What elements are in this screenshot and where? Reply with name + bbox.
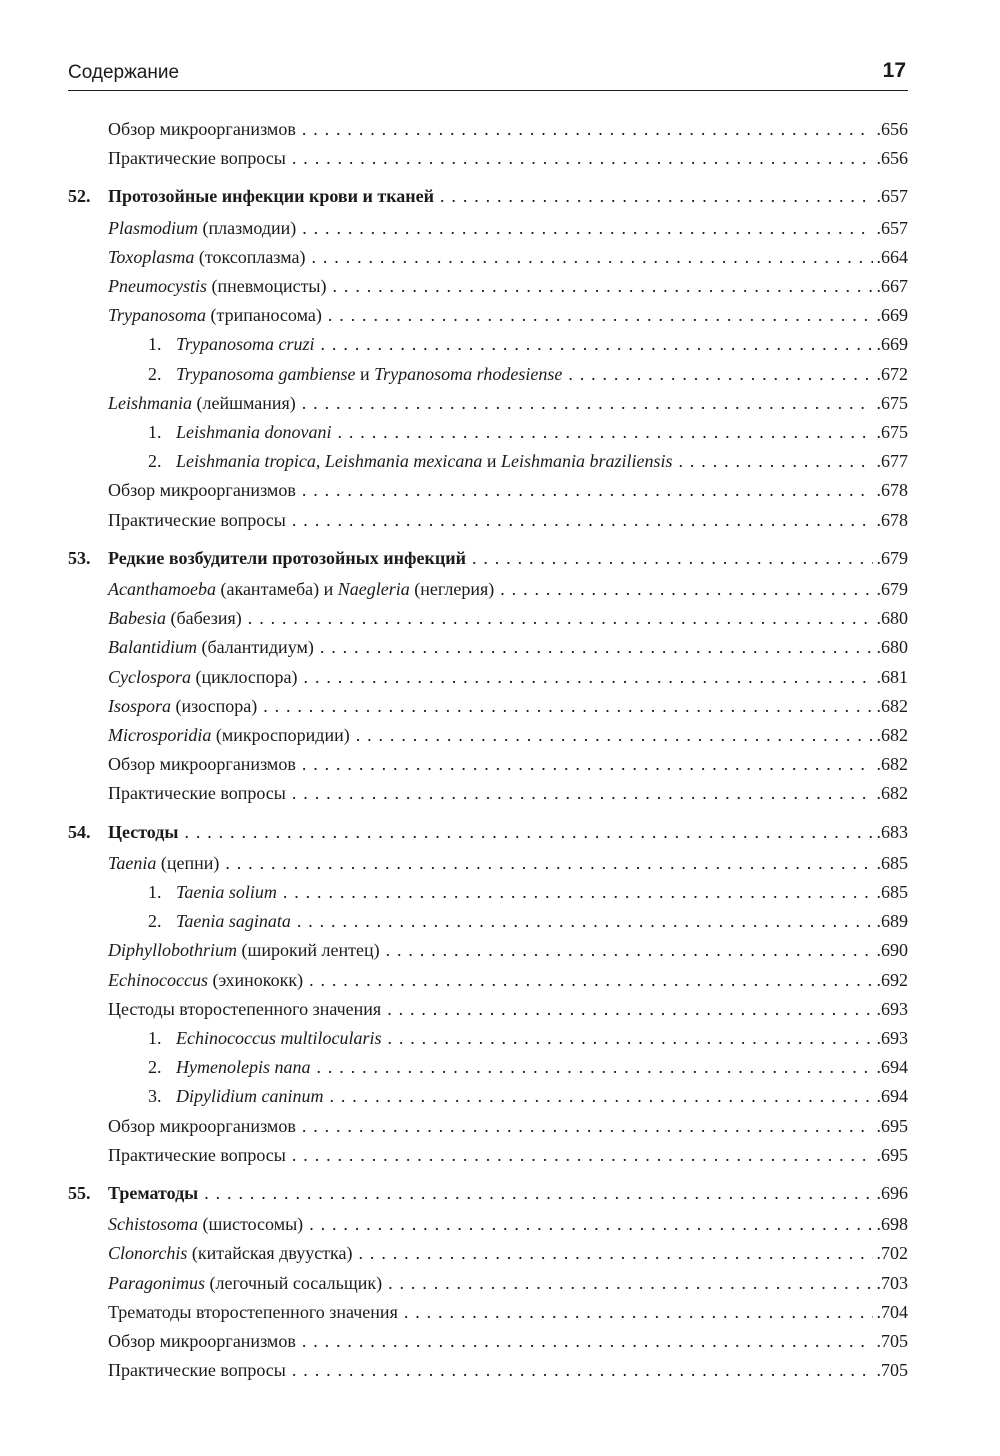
dot-leader xyxy=(297,908,873,934)
dot-leader xyxy=(302,1328,873,1354)
latin-name: Taenia solium xyxy=(176,882,277,902)
toc-page-number: .682 xyxy=(876,754,908,775)
dot-leader xyxy=(248,605,873,631)
toc-entry-title xyxy=(148,879,277,905)
toc-entry-title xyxy=(68,183,434,209)
latin-name: Acanthamoeba xyxy=(108,579,216,599)
toc-text-fragment: (балантидиум) xyxy=(197,637,314,658)
toc-entry-title xyxy=(108,1328,296,1354)
toc-text-fragment: (шистосомы) xyxy=(198,1214,304,1235)
latin-name: Naegleria xyxy=(337,579,410,599)
toc-page-number: .678 xyxy=(876,509,908,530)
toc-page-number: .675 xyxy=(876,422,908,442)
toc-entry-title xyxy=(108,1357,286,1383)
toc-page-number: .657 xyxy=(876,217,908,238)
dot-leader xyxy=(328,302,873,328)
toc-subentry-row xyxy=(148,448,908,474)
toc-subentry-row xyxy=(148,331,908,357)
toc-entry-title xyxy=(108,302,322,328)
toc-entry-title xyxy=(108,1240,353,1266)
toc-entry-title xyxy=(108,1270,382,1296)
latin-name: Schistosoma xyxy=(108,1214,198,1235)
toc-page-number: .689 xyxy=(876,911,908,932)
toc-text-fragment: Обзор микроорганизмов xyxy=(108,1331,296,1351)
latin-name: Cyclospora xyxy=(108,666,191,687)
toc-page-number: .656 xyxy=(876,148,908,169)
toc-entry-title xyxy=(108,477,296,503)
dot-leader xyxy=(302,215,872,241)
toc-page-number: .704 xyxy=(876,1301,908,1322)
dot-leader xyxy=(292,507,873,533)
toc-page-number: .693 xyxy=(876,998,908,1019)
toc-text-fragment: (китайская двуустка) xyxy=(187,1243,353,1264)
toc-text-fragment: и xyxy=(355,363,375,384)
latin-name: Echinococcus multilocularis xyxy=(176,1028,382,1048)
toc-entry-title xyxy=(108,145,286,171)
toc-entry-number: 2. xyxy=(148,911,162,932)
toc-page-number: .685 xyxy=(876,882,908,902)
toc-entry-row xyxy=(108,1142,908,1168)
dot-leader xyxy=(225,850,872,876)
toc-page-number: .669 xyxy=(876,305,908,326)
toc-entry-title xyxy=(108,1211,303,1237)
dot-leader xyxy=(679,448,873,474)
dot-leader xyxy=(387,1025,872,1051)
toc-text-fragment: (плазмодии) xyxy=(198,217,297,238)
dot-leader xyxy=(292,145,873,171)
latin-name: Microsporidia xyxy=(108,725,212,745)
toc-page-number: .690 xyxy=(876,940,908,961)
latin-name: Echinococcus xyxy=(108,969,208,990)
toc-page-number: .703 xyxy=(876,1272,908,1293)
toc-page-number: .683 xyxy=(876,821,908,842)
toc-text-fragment: Цестоды второстепенного значения xyxy=(108,998,382,1019)
latin-name: Babesia xyxy=(108,608,166,629)
toc-entry-title xyxy=(108,576,494,602)
dot-leader xyxy=(359,1240,873,1266)
toc-entry-number: 2. xyxy=(148,1057,162,1078)
dot-leader xyxy=(292,1357,873,1383)
latin-name: Isospora xyxy=(108,695,172,716)
toc-entry-number: 54. xyxy=(68,821,91,842)
toc-text-fragment: Цестоды xyxy=(108,821,179,842)
toc-entry-row xyxy=(108,780,908,806)
toc-page-number: .679 xyxy=(876,547,908,568)
latin-name: Leishmania donovani xyxy=(176,422,332,442)
toc-entry-row xyxy=(108,145,908,171)
dot-leader xyxy=(338,419,873,445)
toc-entry-row xyxy=(108,273,908,299)
toc-text-fragment: (акантамеба) и xyxy=(215,579,338,599)
toc-entry-row xyxy=(108,1240,908,1266)
toc-page-number: .694 xyxy=(876,1057,908,1078)
toc-entry-number: 55. xyxy=(68,1183,91,1203)
latin-name: Pneumocystis xyxy=(108,276,207,296)
latin-name: Taenia xyxy=(108,852,157,873)
dot-leader xyxy=(387,996,872,1022)
toc-entry-row xyxy=(108,1211,908,1237)
dot-leader xyxy=(309,1211,872,1237)
dot-leader xyxy=(333,273,873,299)
toc-entry-title xyxy=(108,605,242,631)
toc-entry-row xyxy=(108,751,908,777)
toc-entry-title xyxy=(108,937,380,963)
toc-page-number: .695 xyxy=(876,1115,908,1136)
dot-leader xyxy=(304,664,873,690)
latin-name: Leishmania xyxy=(108,392,193,413)
page-number: 17 xyxy=(882,59,906,82)
toc-text-fragment: (легочный сосальщик) xyxy=(205,1272,383,1293)
toc-entry-title xyxy=(108,1299,398,1325)
toc-entry-title xyxy=(108,967,303,993)
toc-text-fragment: (пневмоцисты) xyxy=(206,276,327,296)
toc-text-fragment: Трематоды второстепенного значения xyxy=(108,1301,398,1322)
toc-entry-title xyxy=(108,507,286,533)
dot-leader xyxy=(292,780,873,806)
toc-text-fragment: Протозойные инфекции крови и тканей xyxy=(108,186,435,207)
toc-entry-number: 2. xyxy=(148,363,162,384)
toc-entry-title xyxy=(108,996,381,1022)
toc-entry-title xyxy=(148,1083,323,1109)
toc-text-fragment: (цепни) xyxy=(156,852,220,873)
dot-leader xyxy=(321,331,873,357)
toc-subentry-row xyxy=(148,879,908,905)
dot-leader xyxy=(472,545,873,571)
toc-text-fragment: (широкий лентец) xyxy=(237,940,380,961)
toc-page-number: .680 xyxy=(876,637,908,658)
latin-name: Hymenolepis nana xyxy=(176,1057,311,1078)
toc-entry-title xyxy=(148,331,315,357)
toc-entry-row xyxy=(108,850,908,876)
toc-page-number: .656 xyxy=(876,119,908,139)
toc-text-fragment: Обзор микроорганизмов xyxy=(108,480,296,501)
latin-name: Leishmania tropica xyxy=(176,451,316,472)
toc-entry-title xyxy=(108,664,298,690)
toc-text-fragment: (лейшмания) xyxy=(192,392,296,413)
toc-entry-number: 53. xyxy=(68,547,91,568)
toc-text-fragment: (токсоплазма) xyxy=(194,246,306,267)
toc-page-number: .679 xyxy=(876,579,908,599)
toc-page-number: .664 xyxy=(876,246,908,267)
toc-entry-number: 3. xyxy=(148,1086,162,1107)
toc-entry-title xyxy=(108,215,296,241)
latin-name: Taenia saginata xyxy=(176,911,291,932)
toc-page-number: .681 xyxy=(876,666,908,687)
dot-leader xyxy=(386,937,873,963)
toc-page-number: .682 xyxy=(876,725,908,745)
toc-page-number: .705 xyxy=(876,1331,908,1351)
toc-entry-row xyxy=(108,1270,908,1296)
latin-name: Trypanosoma cruzi xyxy=(176,334,315,355)
dot-leader xyxy=(329,1083,872,1109)
dot-leader xyxy=(292,1142,873,1168)
toc-subentry-row xyxy=(148,1083,908,1109)
toc-entry-number: 2. xyxy=(148,451,162,472)
toc-entry-row xyxy=(108,664,908,690)
toc-entry-row xyxy=(108,1113,908,1139)
toc-entry-row xyxy=(108,302,908,328)
toc-entry-row xyxy=(108,1299,908,1325)
dot-leader xyxy=(316,1054,872,1080)
latin-name: Diphyllobothrium xyxy=(108,940,237,961)
toc-text-fragment: и xyxy=(482,451,501,472)
toc-entry-row xyxy=(108,477,908,503)
toc-text-fragment: (неглерия) xyxy=(409,579,495,599)
toc-text-fragment: Практические вопросы xyxy=(108,1144,286,1165)
dot-leader xyxy=(283,879,873,905)
toc-text-fragment: Практические вопросы xyxy=(108,783,286,804)
toc-page-number: .693 xyxy=(876,1028,908,1048)
toc-entry-title xyxy=(68,1180,198,1206)
toc-entry-title xyxy=(148,908,291,934)
toc-text-fragment: Обзор микроорганизмов xyxy=(108,754,296,775)
toc-entry-title xyxy=(108,116,296,142)
toc-entry-title xyxy=(148,361,562,387)
toc-entry-row xyxy=(108,576,908,602)
dot-leader xyxy=(302,477,873,503)
toc-entry-title xyxy=(108,1142,286,1168)
dot-leader xyxy=(440,183,872,209)
dot-leader xyxy=(184,819,872,845)
dot-leader xyxy=(356,722,873,748)
toc-entry-number: 52. xyxy=(68,186,91,207)
toc-chapter-row xyxy=(68,1180,908,1206)
dot-leader xyxy=(302,390,873,416)
toc-entry-number: 1. xyxy=(148,422,162,442)
toc-entry-row xyxy=(108,215,908,241)
toc-page-number: .680 xyxy=(876,608,908,629)
toc-page-number: .675 xyxy=(876,392,908,413)
toc-text-fragment: Практические вопросы xyxy=(108,148,286,169)
dot-leader xyxy=(500,576,872,602)
toc-page-number: .685 xyxy=(876,852,908,873)
latin-name: Trypanosoma gambiense xyxy=(176,363,356,384)
toc-page-number: .672 xyxy=(876,363,908,384)
toc-entry-title xyxy=(108,693,257,719)
latin-name: Clonorchis xyxy=(108,1243,188,1264)
toc-entry-title xyxy=(108,850,219,876)
toc-page-number: .694 xyxy=(876,1086,908,1107)
toc-chapter-row xyxy=(68,183,908,209)
toc-entry-title xyxy=(108,780,286,806)
toc-entry-row xyxy=(108,244,908,270)
toc-entry-number: 1. xyxy=(148,1028,162,1048)
dot-leader xyxy=(320,634,873,660)
toc-entry-title xyxy=(108,244,305,270)
toc-entry-row xyxy=(108,937,908,963)
dot-leader xyxy=(204,1180,872,1206)
toc-entry-title xyxy=(68,545,466,571)
toc-entry-title xyxy=(108,634,314,660)
running-head-title: Содержание xyxy=(68,62,180,83)
toc-entry-title xyxy=(148,1054,310,1080)
toc-page-number: .669 xyxy=(876,334,908,355)
toc-subentry-row xyxy=(148,361,908,387)
latin-name: Trypanosoma xyxy=(108,305,207,326)
toc-text-fragment: Трематоды xyxy=(108,1183,199,1203)
toc-page-number: .698 xyxy=(876,1214,908,1235)
latin-name: Plasmodium xyxy=(108,217,198,238)
dot-leader xyxy=(302,116,873,142)
toc-page-number: .696 xyxy=(876,1183,908,1203)
toc-page-number: .677 xyxy=(876,451,908,472)
latin-name: Paragonimus xyxy=(108,1272,206,1293)
toc-entry-number: 1. xyxy=(148,882,162,902)
latin-name: Leishmania mexicana xyxy=(324,451,483,472)
toc-page-number: .678 xyxy=(876,480,908,501)
latin-name: Toxoplasma xyxy=(108,246,195,267)
toc-text-fragment: , xyxy=(315,451,325,472)
toc-page-number: .695 xyxy=(876,1144,908,1165)
toc-subentry-row xyxy=(148,419,908,445)
toc-entry-row xyxy=(108,996,908,1022)
latin-name: Trypanosoma rhodesiense xyxy=(374,363,563,384)
dot-leader xyxy=(302,1113,873,1139)
toc-entry-title xyxy=(148,448,673,474)
dot-leader xyxy=(568,361,872,387)
toc-entry-row xyxy=(108,116,908,142)
toc-entry-row xyxy=(108,634,908,660)
toc-text-fragment: Практические вопросы xyxy=(108,1360,286,1381)
toc-entry-title xyxy=(108,1113,296,1139)
toc-entry-row xyxy=(108,605,908,631)
latin-name: Leishmania braziliensis xyxy=(500,451,673,472)
toc-entry-title xyxy=(108,722,350,748)
toc-entry-title xyxy=(68,819,178,845)
toc-text-fragment: Обзор микроорганизмов xyxy=(108,1115,296,1136)
toc-entry-title xyxy=(108,751,296,777)
toc-text-fragment: (микроспоридии) xyxy=(211,725,350,745)
toc-page-number: .667 xyxy=(876,276,908,296)
dot-leader xyxy=(302,751,873,777)
toc-entry-title xyxy=(148,419,332,445)
toc-subentry-row xyxy=(148,908,908,934)
toc-text-fragment: Редкие возбудители протозойных инфекций xyxy=(108,547,466,568)
toc-text-fragment: (трипаносома) xyxy=(206,305,322,326)
dot-leader xyxy=(388,1270,872,1296)
toc-chapter-row xyxy=(68,545,908,571)
toc-entry-title xyxy=(148,1025,381,1051)
toc-page-number: .657 xyxy=(876,186,908,207)
toc-text-fragment: (эхинококк) xyxy=(207,969,304,990)
dot-leader xyxy=(309,967,872,993)
toc-entry-row xyxy=(108,722,908,748)
toc-entry-number: 1. xyxy=(148,334,162,355)
toc-entry-row xyxy=(108,1328,908,1354)
toc-page-number: .705 xyxy=(876,1360,908,1381)
toc-page-number: .692 xyxy=(876,969,908,990)
toc-subentry-row xyxy=(148,1025,908,1051)
toc-text-fragment: Практические вопросы xyxy=(108,509,286,530)
toc-page-number: .682 xyxy=(876,695,908,716)
toc-entry-row xyxy=(108,967,908,993)
toc-entry-title xyxy=(108,273,327,299)
toc-text-fragment: (бабезия) xyxy=(166,608,242,629)
dot-leader xyxy=(404,1299,873,1325)
dot-leader xyxy=(311,244,872,270)
toc-entry-title xyxy=(108,390,296,416)
toc-chapter-row xyxy=(68,819,908,845)
toc-text-fragment: (изоспора) xyxy=(171,695,258,716)
latin-name: Balantidium xyxy=(108,637,197,658)
page-header xyxy=(68,60,908,91)
dot-leader xyxy=(263,693,872,719)
toc-text-fragment: (циклоспора) xyxy=(191,666,298,687)
toc-entry-row xyxy=(108,390,908,416)
latin-name: Dipylidium caninum xyxy=(176,1086,324,1107)
toc-subentry-row xyxy=(148,1054,908,1080)
toc-text-fragment: Обзор микроорганизмов xyxy=(108,119,296,139)
toc-entry-row xyxy=(108,1357,908,1383)
toc-page-number: .702 xyxy=(876,1243,908,1264)
toc-entry-row xyxy=(108,693,908,719)
toc-entry-row xyxy=(108,507,908,533)
toc-page-number: .682 xyxy=(876,783,908,804)
